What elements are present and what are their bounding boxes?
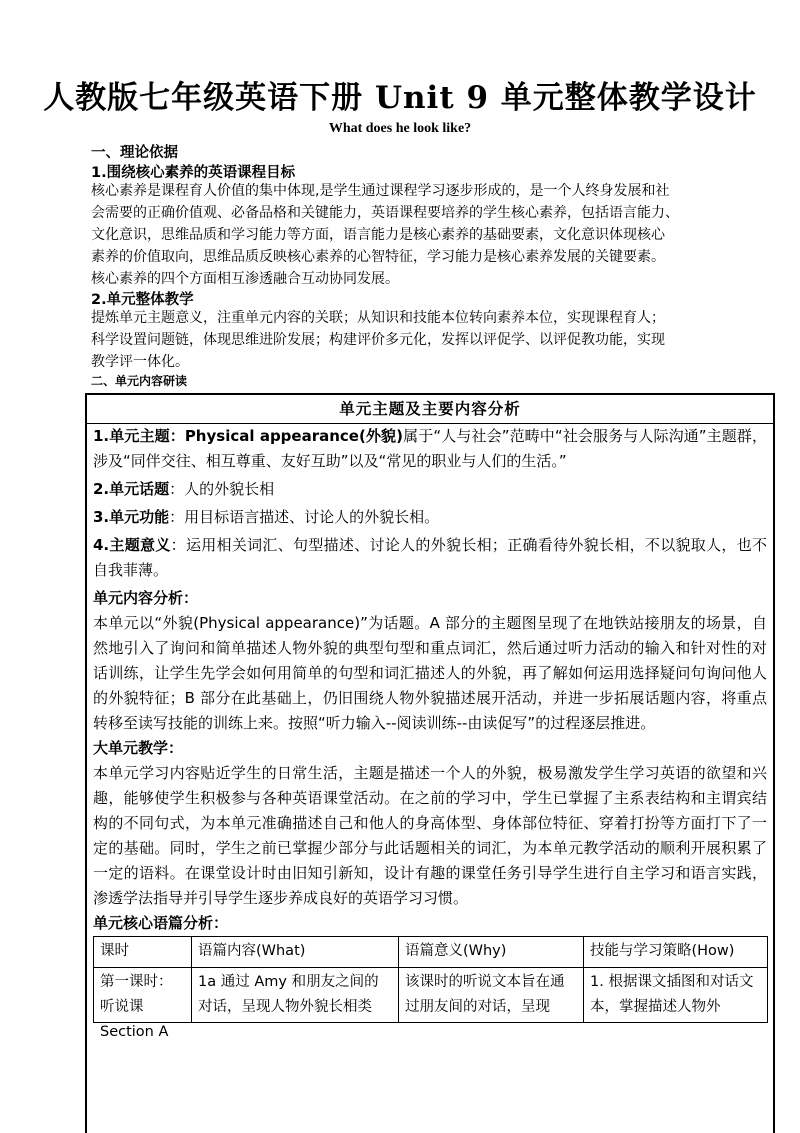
section-heading-theory: 一、理论依据 xyxy=(91,145,178,161)
text-line: 会需要的正确价值观、必备品格和关键能力，英语课程要培养的学生核心素养，包括语言能力、 xyxy=(91,205,679,221)
table-cell xyxy=(584,968,768,1023)
theme-meaning-item xyxy=(93,533,767,583)
box-title: 单元主题及主要内容分析 xyxy=(87,395,773,424)
box-body xyxy=(87,424,773,936)
big-unit-heading: 大单元教学： xyxy=(93,739,184,757)
theme-meaning-text: ：运用相关词汇、句型描述、讨论人的外貌长相；正确看待外貌长相，不以貌取人，也不自我菲薄。 xyxy=(93,536,767,579)
content-analysis-text: 本单元以“外貌(Physical appearance)”为话题。A 部分的主题图呈现了在地铁站接朋友的场景，自然地引入了询问和简单描述人物外貌的典型句型和重点词汇，然后通过听力活动的输入和针对性的对话训练，让学生先学会如何用简单的句型和词汇描述人的外貌，再了解如何运用选择疑问句询问他人的外貌特征；B 部分在此基础上，仍旧围绕人物外貌描述展开活动，并进一步拓展话题内容，将重点转移至读写技能的训练上来。按照“听力输入--阅读训练--由读促写”的过程逐层推进。 xyxy=(93,614,767,732)
table-header-cell: 技能与学习策略(How) xyxy=(584,937,768,968)
text-line: 核心素养是课程育人价值的集中体现,是学生通过课程学习逐步形成的，是一个人终身发展和社 xyxy=(91,183,670,199)
unit-function-text: ：用目标语言描述、讨论人的外貌长相。 xyxy=(169,508,440,526)
big-unit-text: 本单元学习内容贴近学生的日常生活，主题是描述一个人的外貌，极易激发学生学习英语的欲望和兴趣，能够使学生积极参与各种英语课堂活动。在之前的学习中，学生已掌握了主系表结构和主谓宾结构的不同句式，为本单元准确描述自己和他人的身高体型、身体部位特征、穿着打扮等方面打下了一定的基础。同时，学生之前已掌握少部分与此话题相关的词汇，为本单元教学活动的顺利开展积累了一定的语料。在课堂设计时由旧知引新知，设计有趣的课堂任务引导学生进行自主学习和语言实践，渗透学法指导并引导学生逐步养成良好的英语学习习惯。 xyxy=(93,764,767,907)
table-header-row xyxy=(94,937,768,968)
table-cell-text: 该课时的听说文本旨在通过朋友间的对话，呈现 xyxy=(405,974,565,1015)
unit-theme-label: 1.单元主题： xyxy=(93,427,185,445)
table-row xyxy=(94,968,768,1023)
content-analysis-heading: 单元内容分析： xyxy=(93,589,199,607)
table-cell-text: 第一课时：听说课 Section A xyxy=(100,974,173,1040)
text-line: 文化意识，思维品质和学习能力等方面，语言能力是核心素养的基础要素，文化意识体现核心 xyxy=(91,227,665,243)
text-line: 提炼单元主题意义，注重单元内容的关联；从知识和技能本位转向素养本位，实现课程育人； xyxy=(91,310,665,326)
subheading-unit-teaching: 2.单元整体教学 xyxy=(91,292,194,308)
core-discourse-table xyxy=(93,936,768,1040)
text-line: 素养的价值取向，思维品质反映核心素养的心智特征，学习能力是核心素养发展的关键要素。 xyxy=(91,249,665,265)
text-line: 核心素养的四个方面相互渗透融合互动协同发展。 xyxy=(91,271,399,287)
table-cell xyxy=(192,968,399,1023)
theme-meaning-label: 4.主题意义 xyxy=(93,536,171,554)
table-cell-text: 1. 根据课文插图和对话文本，掌握描述人物外 xyxy=(590,974,754,1015)
unit-theme-text: 属于“人与社会”范畴中“社会服务与人际沟通”主题群，涉及“同伴交往、相互尊重、友好互助”以及“常见的职业与人们的生活。” xyxy=(93,427,768,470)
unit-theme-name: Physical appearance(外貌) xyxy=(184,427,404,445)
table-header-cell: 课时 xyxy=(94,937,192,968)
table-cell xyxy=(94,968,192,1040)
table-cell-text: 1a 通过 Amy 和朋友之间的对话，呈现人物外貌长相类 xyxy=(198,974,379,1015)
subheading-core-literacy: 1.围绕核心素养的英语课程目标 xyxy=(91,165,296,181)
unit-function-item xyxy=(93,505,767,530)
table-header-cell: 语篇内容(What) xyxy=(192,937,399,968)
table-header-cell: 语篇意义(Why) xyxy=(399,937,584,968)
table-cell xyxy=(399,968,584,1023)
section-heading-unit-content: 二、单元内容研读 xyxy=(91,374,188,388)
unit-theme-item xyxy=(93,424,767,474)
text-line: 教学评一体化。 xyxy=(91,354,189,370)
paragraph-unit-teaching xyxy=(91,307,719,373)
unit-topic-text: ：人的外貌长相 xyxy=(169,480,275,498)
text-line: 科学设置问题链，体现思维进阶发展；构建评价多元化，发挥以评促学、以评促教功能，实现 xyxy=(91,332,665,348)
unit-analysis-box xyxy=(85,393,775,1133)
unit-topic-item xyxy=(93,477,767,502)
unit-topic-label: 2.单元话题 xyxy=(93,480,170,498)
document-subtitle: What does he look like? xyxy=(328,121,472,136)
paragraph-core-literacy xyxy=(91,180,719,290)
unit-function-label: 3.单元功能 xyxy=(93,508,170,526)
core-discourse-heading: 单元核心语篇分析： xyxy=(93,914,229,932)
document-title: 人教版七年级英语下册 Unit 9 单元整体教学设计 xyxy=(43,80,757,116)
